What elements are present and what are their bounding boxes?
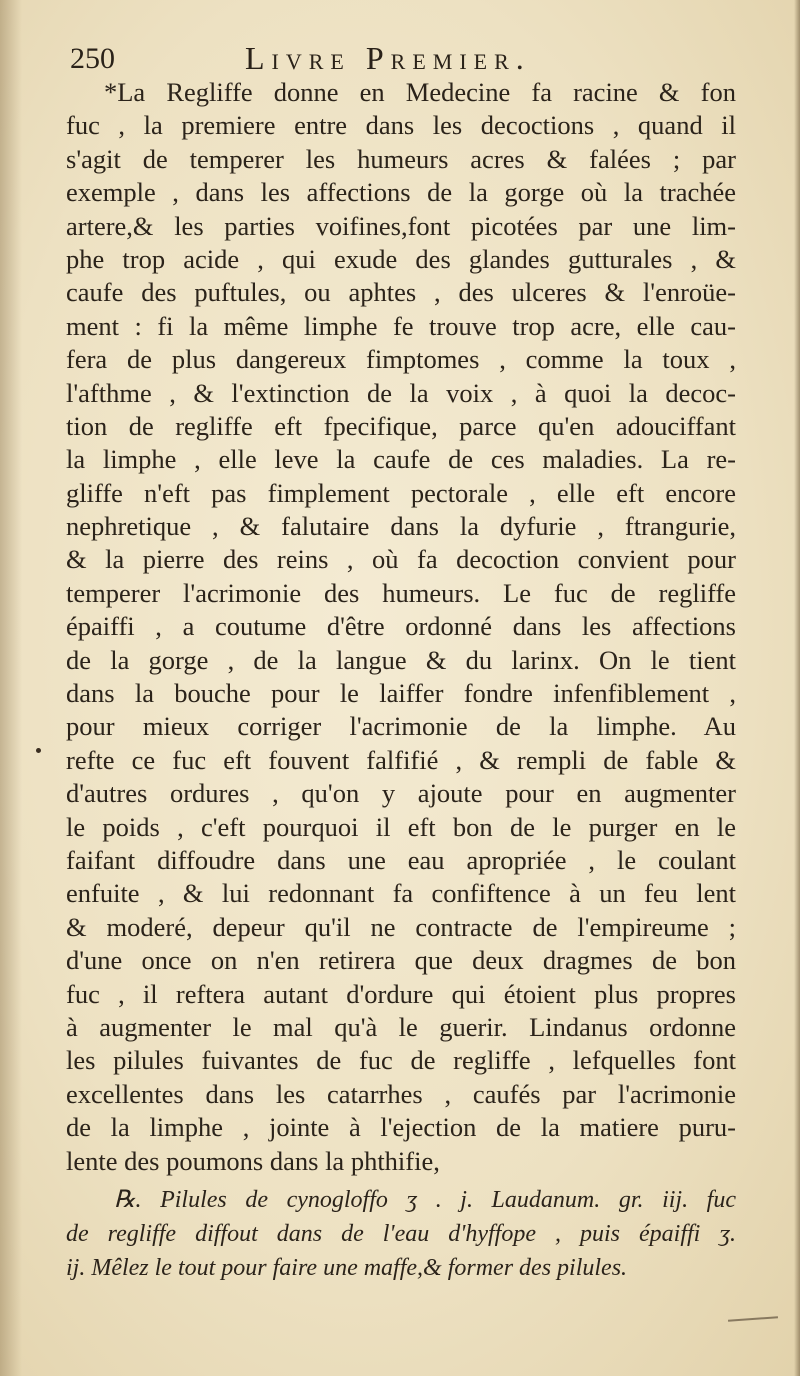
margin-mark (36, 748, 41, 753)
recipe-line: ij. Mêlez le tout pour faire une maffe,& former des pilules. (66, 1255, 628, 1281)
body-text (66, 76, 736, 1178)
text-line: fera de plus dangereux fimptomes , comme la toux , (66, 344, 736, 375)
text-line: épaiffi , a coutume d'être ordonné dans les affections (66, 611, 736, 642)
text-line: d'une once on n'en retirera que deux dragmes de bon (66, 945, 736, 976)
text-line: artere,& les parties voifines,font picotées par une lim- (66, 210, 736, 241)
text-line: de la limphe , jointe à l'ejection de la matiere puru- (66, 1112, 736, 1143)
text-line: caufe des puftules, ou aphtes , des ulceres & l'enroüe- (66, 277, 736, 308)
text-line: & moderé, depeur qu'il ne contracte de l'empireume ; (66, 911, 736, 942)
text-line: les pilules fuivantes de fuc de regliffe , lefquelles font (66, 1045, 736, 1076)
text-line: la limphe , elle leve la caufe de ces maladies. La re- (66, 444, 736, 475)
text-line: fuc , la premiere entre dans les decoctions , quand il (66, 110, 736, 141)
text-line: phe trop acide , qui exude des glandes gutturales , & (66, 243, 736, 274)
recipe-block (66, 1183, 736, 1285)
text-line: pour mieux corriger l'acrimonie de la limphe. Au (66, 711, 736, 742)
text-line: refte ce fuc eft fouvent falfifié , & rempli de fable & (66, 744, 736, 775)
text-line: enfuite , & lui redonnant fa confiftence à un feu lent (66, 878, 736, 909)
text-line: l'afthme , & l'extinction de la voix , à quoi la decoc- (66, 377, 736, 408)
text-line: faifant diffoudre dans une eau apropriée , le coulant (66, 844, 736, 875)
text-line: gliffe n'eft pas fimplement pectorale , elle eft encore (66, 477, 736, 508)
page-number: 250 (70, 42, 115, 75)
recipe-line: de regliffe diffout dans de l'eau d'hyffope , puis épaiffi ʒ. (66, 1221, 736, 1247)
text-line: lente des poumons dans la phthifie, (66, 1145, 440, 1176)
gutter-shadow (0, 0, 22, 1376)
text-line: le poids , c'eft pourquoi il eft bon de le purger en le (66, 811, 736, 842)
text-line: temperer l'acrimonie des humeurs. Le fuc de regliffe (66, 577, 736, 608)
recipe-line: ℞. Pilules de cynogloffo ʒ . j. Laudanum. gr. iij. fuc (114, 1187, 736, 1213)
text-line: fuc , il reftera autant d'ordure qui étoient plus propres (66, 978, 736, 1009)
text-line: tion de regliffe eft fpecifique, parce qu'en adouciffant (66, 410, 736, 441)
page-header (70, 40, 730, 80)
text-line: de la gorge , de la langue & du larinx. On le tient (66, 644, 736, 675)
text-line: s'agit de temperer les humeurs acres & falées ; par (66, 143, 736, 174)
text-line: à augmenter le mal qu'à le guerir. Lindanus ordonne (66, 1011, 736, 1042)
text-line: exemple , dans les affections de la gorge où la trachée (66, 177, 736, 208)
running-head: Livre Premier. (245, 40, 531, 76)
ink-mark (728, 1316, 778, 1321)
text-line: ment : fi la même limphe fe trouve trop acre, elle cau- (66, 310, 736, 341)
page-edge-shadow (794, 0, 800, 1376)
text-line: & la pierre des reins , où fa decoction convient pour (66, 544, 736, 575)
text-line: d'autres ordures , qu'on y ajoute pour en augmenter (66, 778, 736, 809)
text-line: *La Regliffe donne en Medecine fa racine & fon (104, 77, 736, 107)
text-line: dans la bouche pour le laiffer fondre infenfiblement , (66, 678, 736, 709)
text-line: excellentes dans les catarrhes , caufés par l'acrimonie (66, 1078, 736, 1109)
text-line: nephretique , & falutaire dans la dyfurie , ftrangurie, (66, 511, 736, 542)
